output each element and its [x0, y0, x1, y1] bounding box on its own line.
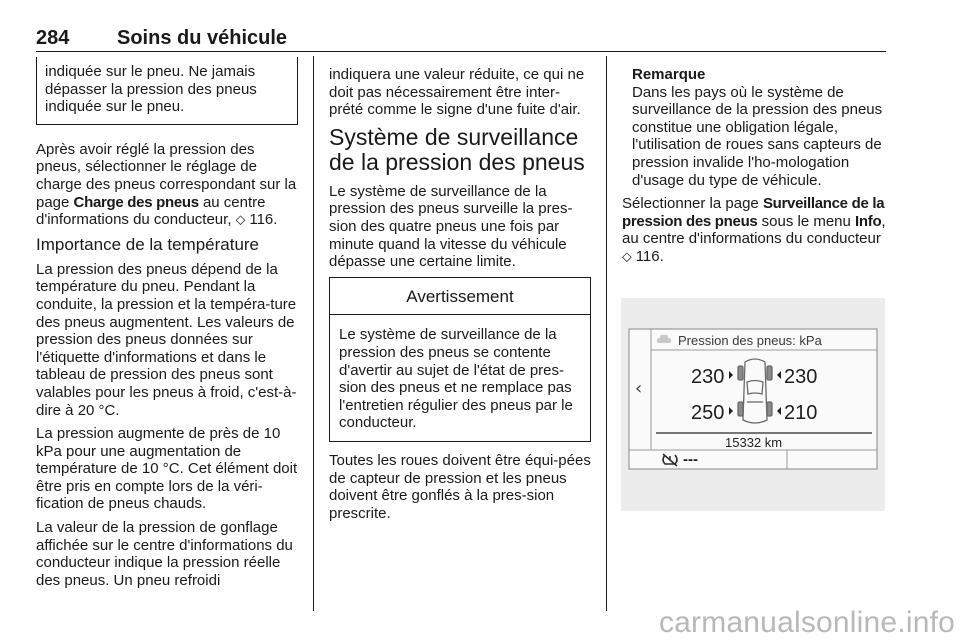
- status-value: ---: [683, 451, 698, 468]
- paragraph: Après avoir réglé la pression des pneus, sélectionner le réglage de charge des pneus correspondant sur la page Charge des pneus au centre d'informations du conducteur, ⬦ 116.: [36, 140, 297, 229]
- warning-box-text: indiquée sur le pneu. Ne jamais dépasser la pression des pneus indiquée sur le pneu.: [45, 63, 257, 116]
- remark-title: Remarque: [632, 66, 706, 83]
- column-divider: [606, 56, 607, 611]
- page-ref-icon: ⬦: [235, 211, 250, 228]
- page-ref-icon: ⬦: [622, 247, 636, 264]
- menu-name: Info: [855, 212, 882, 230]
- menu-name: Charge des pneus: [73, 193, 199, 211]
- front-left-pressure: 230: [691, 366, 725, 388]
- menu-name: Surveillance de la pression des pneus: [622, 195, 885, 230]
- front-right-pressure: 230: [784, 366, 818, 388]
- warning-title: Avertissement: [330, 278, 590, 316]
- column-divider: [313, 56, 314, 611]
- display-illustration: [621, 298, 885, 511]
- paragraph: Sélectionner la page Surveillance de la pression des pneus sous le menu Info, au centre d'informations du conducteur ⬦ 116.: [622, 195, 886, 265]
- column-1: [36, 57, 298, 595]
- page-ref: 116.: [249, 211, 278, 229]
- page-number: 284: [36, 27, 70, 49]
- tire-pressure-display-image: [621, 298, 885, 511]
- remark-box: [622, 66, 886, 189]
- paragraph: La pression augmente de près de 10 kPa pour une augmentation de température de 10 °C. Cet élément doit être pris en compte lors de la véri-fication de pneus chauds.: [36, 425, 298, 513]
- remark-text: Dans les pays où le système de surveillance de la pression des pneus constitue une obligation légale, l'utilisation de roues sans capteurs de pression invalide l'ho-mologation d'usage du type de véhicule.: [632, 83, 883, 189]
- back-chevron-icon: ‹: [635, 378, 643, 399]
- continued-warning-box: [36, 57, 298, 125]
- paragraph: La valeur de la pression de gonflage affichée sur le centre d'informations du conducteur indique la pression réelle des pneus. Un pneu refroidi: [36, 519, 293, 589]
- paragraph: Toutes les roues doivent être équi-pées de capteur de pression et les pneus doivent être gonflés à la pres-sion prescrite.: [329, 451, 591, 522]
- paragraph: Le système de surveillance de la pression des pneus surveille la pres-sion des quatre pneus une fois par minute quand la vitesse du véhicule dépasse une certaine limite.: [329, 182, 573, 271]
- display-title: Pression des pneus: kPa: [678, 333, 822, 348]
- paragraph: indiquera une valeur réduite, ce qui ne doit pas nécessairement être inter-prété comme le signe d'une fuite d'air.: [329, 66, 585, 119]
- section-heading: Importance de la température: [36, 234, 260, 254]
- rear-right-pressure: 210: [784, 402, 818, 424]
- page-ref: 116.: [635, 247, 664, 265]
- page-title: Soins du véhicule: [117, 27, 288, 49]
- paragraph: La pression des pneus dépend de la température du pneu. Pendant la conduite, la pression et la tempéra-ture des pneus augmentent. Les valeurs de pression des pneus données sur l'étiquette d'informations et dans le tableau de pression des pneus sont valables pour les pneus à froid, c'est-à-dire à 20 °C.: [36, 260, 297, 419]
- column-2: [329, 66, 591, 528]
- odometer-value: 15332 km: [725, 435, 783, 450]
- section-title: Système de surveillance de la pression des pneus: [329, 123, 585, 175]
- rear-left-pressure: 250: [691, 402, 725, 424]
- warning-text: Le système de surveillance de la pression des pneus se contente d'avertir au sujet de l'état de pres-sion des pneus et ne remplace pas l'entretien régulier des pneus par le conducteur.: [339, 326, 573, 432]
- watermark: carmanualsonline.info: [658, 606, 955, 639]
- warning-box: [329, 277, 591, 442]
- header-rule: [36, 51, 886, 52]
- column-3: [622, 66, 886, 272]
